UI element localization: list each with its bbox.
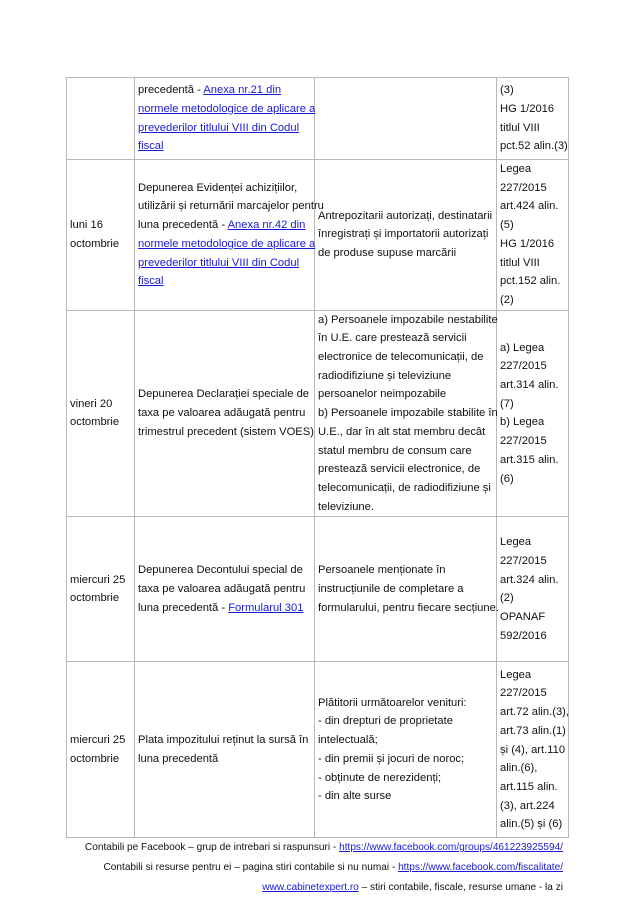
description-cell xyxy=(135,78,315,160)
description-cell xyxy=(135,517,315,662)
cell-line: 227/2015 xyxy=(500,687,547,700)
document-link[interactable]: fiscal xyxy=(138,140,164,153)
cell-text: utilizării și returnării marcajelor pentru xyxy=(138,200,324,213)
cell-line: instrucțiunile de completare a xyxy=(318,583,464,595)
cell-line: radiodifiziune și televiziune xyxy=(318,369,452,382)
document-link[interactable]: normele metodologice de aplicare a xyxy=(138,102,316,115)
cell-line: luni 16 xyxy=(70,219,103,232)
cell-line: (7) xyxy=(500,397,514,410)
legal-basis-cell xyxy=(497,662,569,838)
applicable-to-cell xyxy=(315,160,497,311)
cell-line: octombrie xyxy=(70,592,120,605)
cell-line: în U.E. care prestează servicii xyxy=(318,332,467,345)
cell-line xyxy=(138,385,312,404)
cell-line xyxy=(138,561,312,580)
cell-line: statul membru de consum care xyxy=(318,444,472,457)
table-row xyxy=(67,517,569,662)
cell-line: titlul VIII xyxy=(500,121,540,134)
table-row xyxy=(67,78,569,160)
cell-line: art.424 alin. xyxy=(500,200,559,213)
cell-line: Legea xyxy=(500,536,532,549)
date-cell xyxy=(67,160,135,311)
cell-line: U.E., dar în alt stat membru decât xyxy=(318,425,486,438)
cell-line: octombrie xyxy=(70,416,120,429)
cell-line: b) Legea xyxy=(500,416,545,429)
cell-text: trimestrul precedent (sistem VOES) xyxy=(138,425,314,438)
cell-line: miercuri 25 xyxy=(70,734,126,747)
cell-line: HG 1/2016 xyxy=(500,237,555,250)
cell-line: alin.(6), xyxy=(500,762,538,775)
cell-line: electronice de telecomunicații, de xyxy=(318,351,484,364)
cell-line: Plătitorii următoarelor venituri: xyxy=(318,696,467,709)
cell-line: - din alte surse xyxy=(318,790,392,803)
cell-line: art.115 alin. xyxy=(500,780,558,793)
deadlines-table-body xyxy=(67,78,569,838)
cell-line: miercuri 25 xyxy=(70,573,126,586)
cell-line: Antrepozitarii autorizați, destinatarii xyxy=(318,209,493,222)
cell-line: 227/2015 xyxy=(500,360,547,373)
cell-line: 227/2015 xyxy=(500,554,547,567)
cell-line: (2) xyxy=(500,293,514,306)
table-row xyxy=(67,310,569,517)
cell-line: octombrie xyxy=(70,237,120,250)
legal-basis-cell xyxy=(497,517,569,662)
deadlines-table xyxy=(66,77,569,838)
cell-line: de produse supuse marcării xyxy=(318,247,457,260)
cell-line xyxy=(138,81,312,100)
table-row xyxy=(67,662,569,838)
cell-text: Depunerea Decontului special de xyxy=(138,564,303,577)
page-footer xyxy=(60,838,563,898)
cell-line xyxy=(138,119,312,138)
cell-text: precedentă - xyxy=(138,84,204,97)
cell-line xyxy=(138,100,316,119)
cell-line: (5) xyxy=(500,219,514,232)
cell-line: alin.(5) și (6) xyxy=(500,818,563,831)
cell-text: taxa pe valoarea adăugată pentru xyxy=(138,407,306,420)
cell-line: înregistrați și importatorii autorizați xyxy=(318,228,489,241)
cell-line xyxy=(138,404,312,423)
cell-text: Plata impozitului reținut la sursă în xyxy=(138,734,309,747)
cell-line: Legea xyxy=(500,163,532,175)
cell-line: HG 1/2016 xyxy=(500,102,555,115)
cell-line: și (4), art.110 xyxy=(500,743,566,756)
date-cell xyxy=(67,78,135,160)
document-link[interactable]: Formularul 301 xyxy=(228,601,304,614)
cell-line: art.72 alin.(3), xyxy=(500,706,570,719)
cell-line: persoanelor neimpozabile xyxy=(318,388,447,401)
cell-line: - din premii și jocuri de noroc; xyxy=(318,752,465,765)
document-link[interactable]: Anexa nr.21 din xyxy=(203,84,282,97)
cell-line xyxy=(138,599,312,618)
cell-line: b) Persoanele impozabile stabilite în xyxy=(318,407,498,420)
cell-line: art.324 alin. xyxy=(500,573,559,586)
description-cell xyxy=(135,662,315,838)
cell-line xyxy=(138,750,312,769)
legal-basis-cell xyxy=(497,160,569,311)
document-link[interactable]: normele metodologice de aplicare a xyxy=(138,237,316,250)
footer-website-text: – stiri contabile, fiscale, resurse umane - la zi xyxy=(358,882,563,893)
cell-line xyxy=(138,423,312,442)
cell-line: (3), art.224 xyxy=(500,799,555,812)
cell-text: Depunerea Declarației speciale de xyxy=(138,388,310,401)
cell-line xyxy=(138,254,312,273)
cell-line: art.314 alin. xyxy=(500,379,559,392)
cell-line: (3) xyxy=(500,84,514,97)
cell-line: 227/2015 xyxy=(500,181,547,194)
cell-line xyxy=(138,137,312,156)
applicable-to-cell xyxy=(315,662,497,838)
description-cell xyxy=(135,160,324,311)
cell-line: titlul VIII xyxy=(500,256,540,269)
date-cell xyxy=(67,310,135,517)
cell-line: a) Persoanele impozabile nestabilite xyxy=(318,313,498,326)
cell-line xyxy=(138,197,324,216)
cell-line: - din drepturi de proprietate xyxy=(318,715,453,728)
cell-line xyxy=(138,272,312,291)
footer-facebook-group-link[interactable]: https://www.facebook.com/groups/461223925594/ xyxy=(339,842,563,853)
cell-line: Persoanele menționate în xyxy=(318,564,446,577)
document-link[interactable]: fiscal xyxy=(138,275,164,288)
document-link[interactable]: prevederilor titlului VIII din Codul xyxy=(138,121,300,134)
cell-line: Legea xyxy=(500,668,532,681)
document-link[interactable]: Anexa nr.42 din xyxy=(227,219,306,232)
cell-line: prestează servicii electronice, de xyxy=(318,463,481,476)
cell-line: pct.52 alin.(3) xyxy=(500,140,568,153)
cell-line: televiziune. xyxy=(318,500,374,513)
footer-facebook-page-text: Contabili si resurse pentru ei – pagina stiri contabile si nu numai - xyxy=(103,862,399,873)
applicable-to-cell xyxy=(315,78,497,160)
cell-text: luna precedentă - xyxy=(138,601,229,614)
cell-line xyxy=(138,179,312,198)
footer-website-link[interactable]: www.cabinetexpert.ro xyxy=(262,882,359,893)
footer-line-facebook-page xyxy=(60,858,563,878)
footer-line-facebook-group xyxy=(60,838,563,858)
cell-line: intelectuală; xyxy=(318,734,378,747)
cell-text: Depunerea Evidenței achizițiilor, xyxy=(138,181,298,194)
legal-basis-cell xyxy=(497,78,569,160)
footer-facebook-group-text: Contabili pe Facebook – grup de intrebari si raspunsuri - xyxy=(84,842,340,853)
cell-line: telecomunicații, de radiodifiziune și xyxy=(318,481,491,494)
cell-line: octombrie xyxy=(70,752,120,765)
description-cell xyxy=(135,310,315,517)
cell-line: 227/2015 xyxy=(500,435,547,448)
applicable-to-cell xyxy=(315,517,497,662)
cell-line: - obținute de nerezidenți; xyxy=(318,771,442,784)
cell-line: art.73 alin.(1) xyxy=(500,724,566,737)
footer-facebook-page-link[interactable]: https://www.facebook.com/fiscalitate/ xyxy=(398,862,563,873)
cell-line: vineri 20 xyxy=(70,397,113,410)
cell-line xyxy=(138,216,312,235)
cell-line xyxy=(138,731,312,750)
cell-line: formularului, pentru fiecare secțiune. xyxy=(318,601,499,614)
cell-text: luna precedentă xyxy=(138,752,219,765)
date-cell xyxy=(67,662,135,838)
legal-basis-cell xyxy=(497,310,569,517)
cell-line: (2) xyxy=(500,592,514,605)
cell-line: OPANAF xyxy=(500,611,546,624)
cell-line xyxy=(138,580,312,599)
table-row xyxy=(67,160,569,311)
cell-line: pct.152 alin. xyxy=(500,275,561,288)
date-cell xyxy=(67,517,135,662)
cell-text: luna precedentă - xyxy=(138,219,228,232)
cell-line xyxy=(138,235,316,254)
cell-line: (6) xyxy=(500,472,514,485)
cell-line: 592/2016 xyxy=(500,629,547,642)
cell-line: art.315 alin. xyxy=(500,453,559,466)
document-link[interactable]: prevederilor titlului VIII din Codul xyxy=(138,256,300,269)
cell-text: taxa pe valoarea adăugată pentru xyxy=(138,583,306,595)
footer-line-website xyxy=(60,878,563,898)
applicable-to-cell xyxy=(315,310,497,517)
cell-line: a) Legea xyxy=(500,341,545,354)
